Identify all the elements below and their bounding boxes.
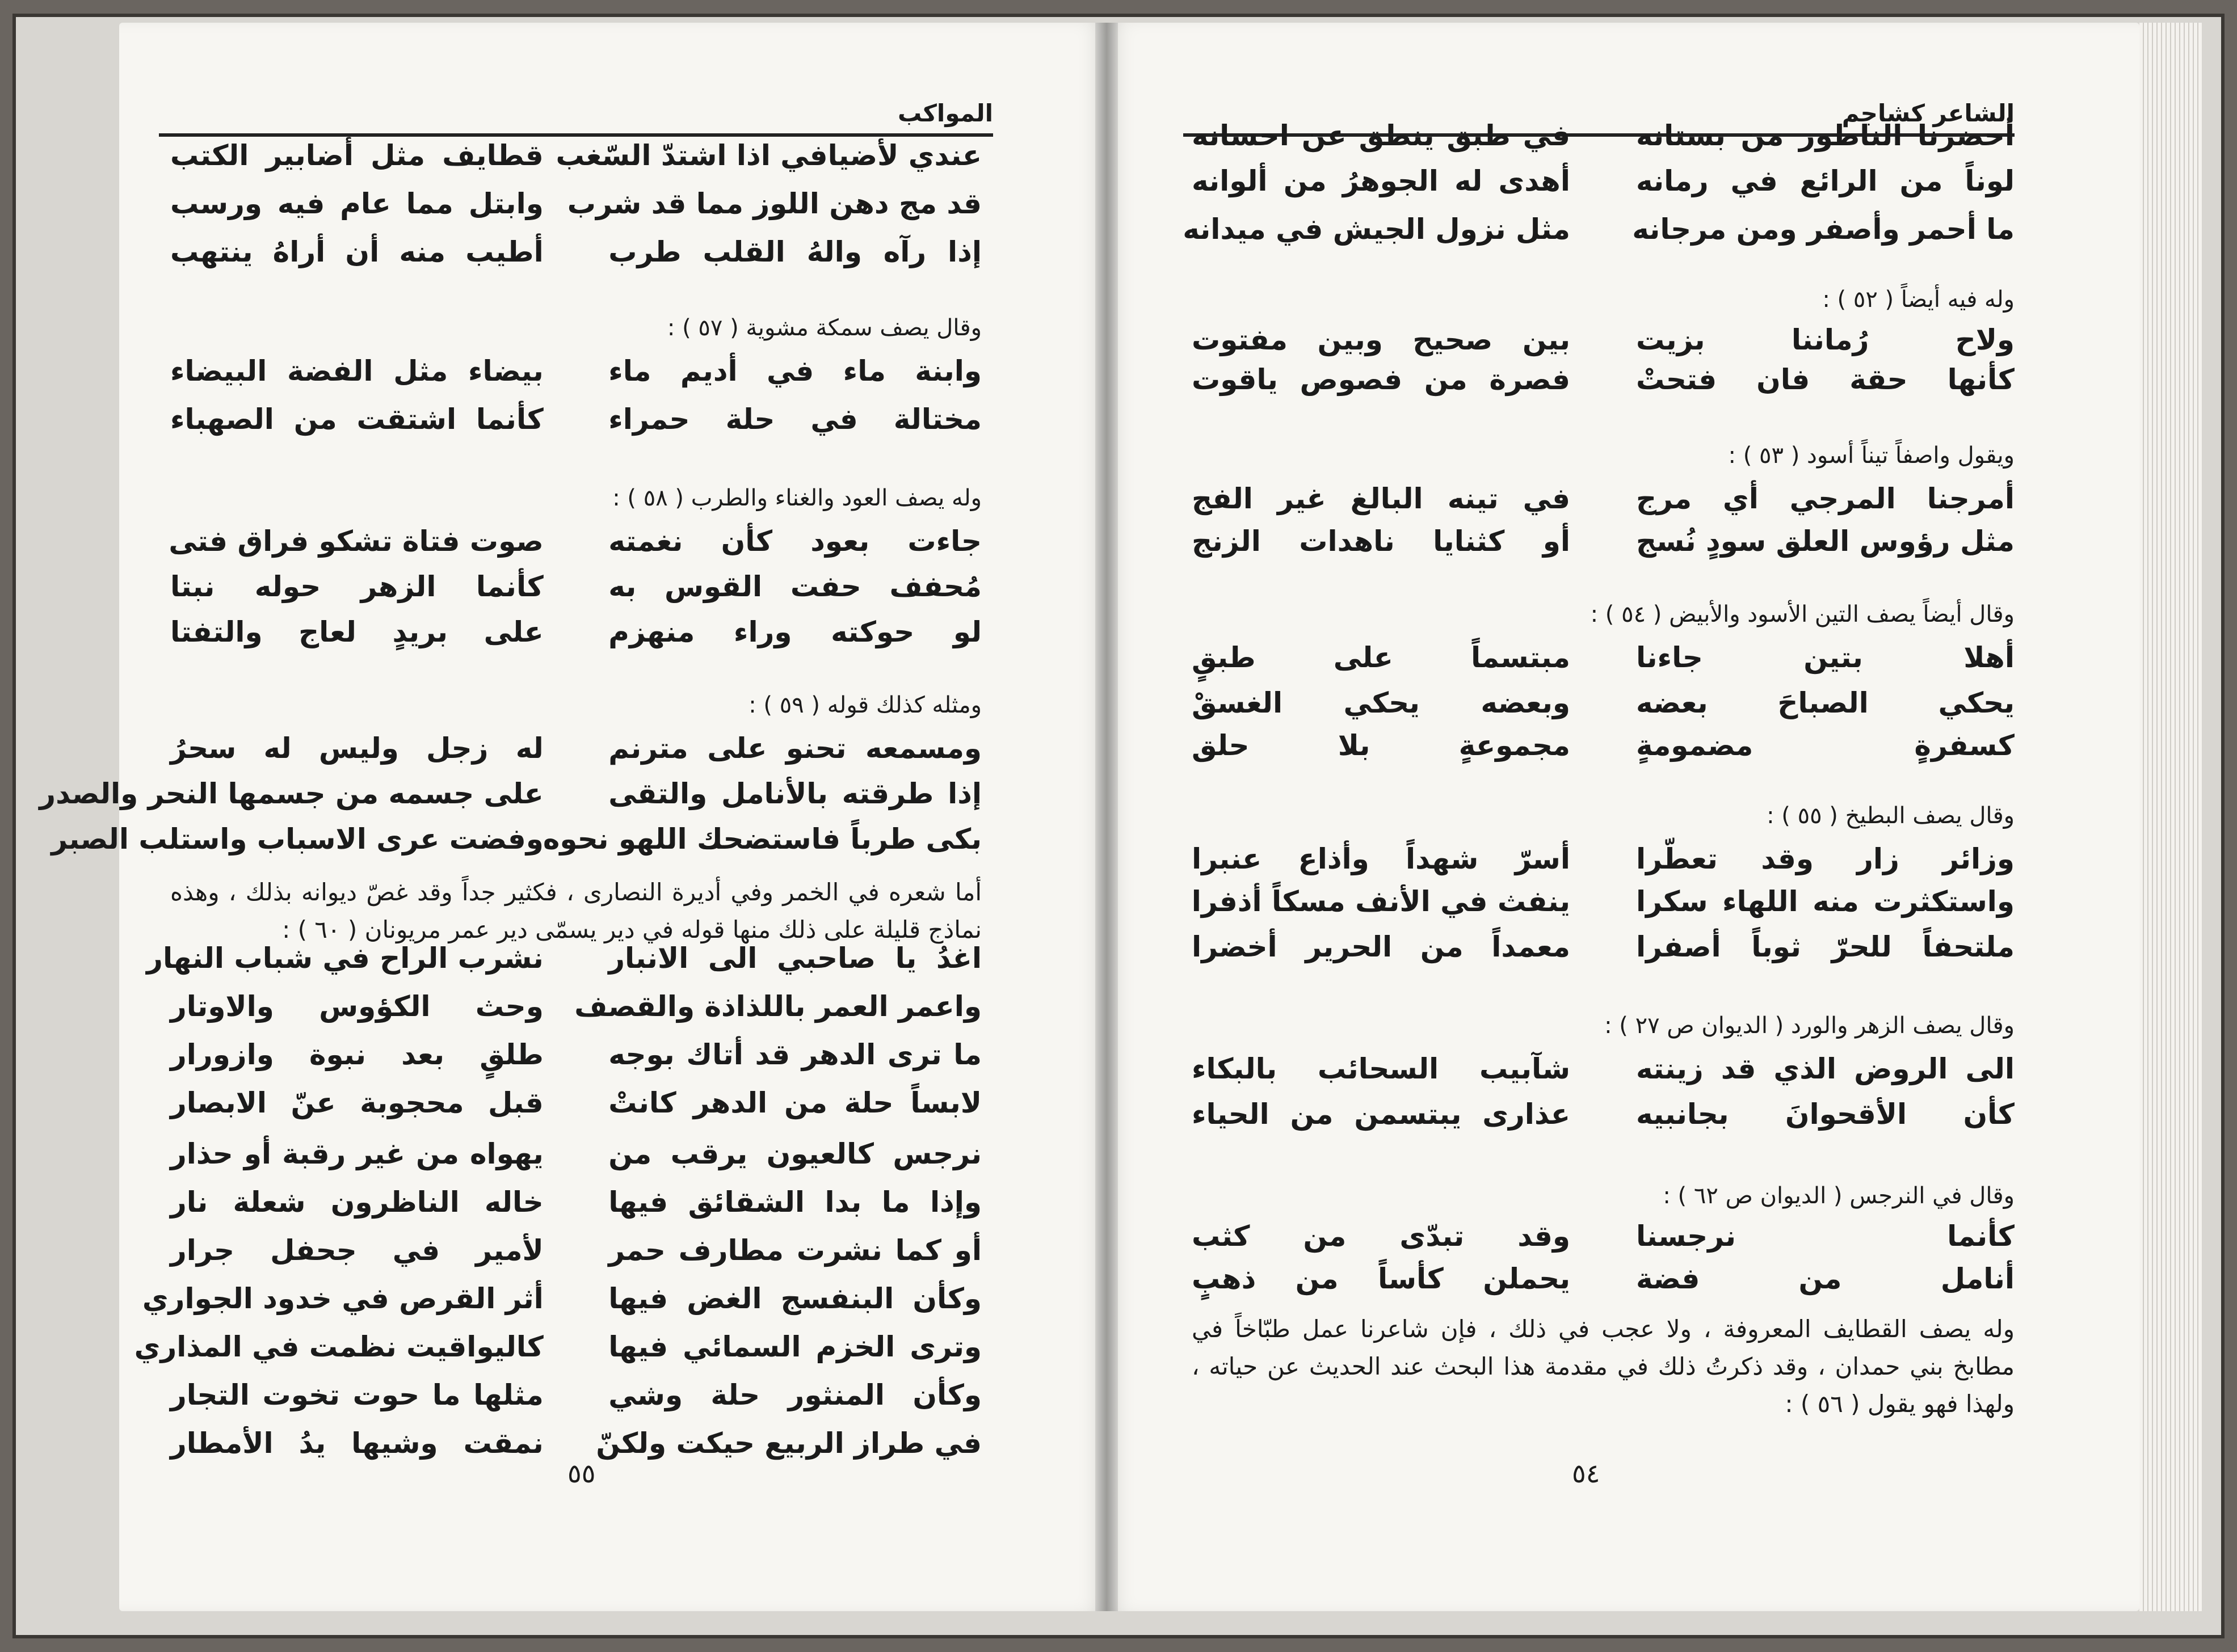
second-hemistich: أسرّ شهداً وأذاع عنبرا [1192,842,1570,875]
second-hemistich: على جسمه من جسمها النحر والصدر [39,777,544,810]
poem-introduction: وقال يصف البطيخ ( ٥٥ ) : [1767,803,2015,829]
first-hemistich: أو كما نشرت مطارف حمر [608,1234,982,1267]
poem-introduction: وله فيه أيضاً ( ٥٢ ) : [1822,286,2015,313]
second-hemistich: كأنما اشتقت من الصهباء [170,403,544,436]
first-hemistich: في طراز الربيع حيكت ولكنّ [596,1427,982,1460]
first-hemistich: مُحفف حفت القوس به [608,570,982,603]
second-hemistich: أطيب منه أن أراهُ ينتهب [170,235,544,268]
verse-line [1192,729,2015,770]
left-page-header [159,99,993,137]
verse-line [170,732,982,773]
first-hemistich: وابنة ماء في أديم ماء [608,355,982,387]
second-hemistich: يهواه من غير رقبة أو حذار [170,1137,544,1170]
verse-line [51,823,982,863]
verse-line [170,355,982,395]
verse-line [170,403,982,444]
verse-line [170,1186,982,1227]
second-hemistich: أثر القرص في خدود الجواري [142,1282,544,1315]
second-hemistich: نشرب الراح في شباب النهار [146,942,544,975]
verse-line [170,1038,982,1079]
second-hemistich: بيضاء مثل الفضة البيضاء [170,355,544,387]
second-hemistich: وفضت عرى الاسباب واستلب الصبر [51,823,544,856]
verse-line [146,942,982,983]
first-hemistich: كسفرةٍ مضمومةٍ [1636,729,2015,762]
first-hemistich: ما ترى الدهر قد أتاك بوجه [608,1038,982,1071]
first-hemistich: ملتحفاً للحرّ ثوباً أصفرا [1636,930,2015,963]
second-hemistich: على بريدٍ لعاج والتفتا [170,616,544,648]
first-hemistich: ما أحمر وأصفر ومن مرجانه [1632,213,2015,246]
verse-line [170,235,982,276]
verse-line [170,187,982,228]
first-hemistich: ولاح رُماننا بزيت [1636,323,2015,356]
first-hemistich: ومسمعه تحنو على مترنم [608,732,982,765]
verse-line [170,1086,982,1127]
first-hemistich: وزائر زار وقد تعطّرا [1636,842,2015,875]
first-hemistich: واعمر العمر باللذاذة والقصف [574,990,982,1023]
verse-line [1192,119,2015,160]
verse-line [134,1330,982,1371]
prose-paragraph: أما شعره في الخمر وفي أديرة النصارى ، فكثير جداً وقد غصّ ديوانه بذلك ، وهذه نماذج قليلة على ذلك منها قوله في دير يسمّى دير عمر مريونان ( ٦٠ ) : [170,878,982,943]
second-hemistich: بين صحيح وبين مفتوت [1192,323,1570,356]
poem-introduction: وقال يصف سمكة مشوية ( ٥٧ ) : [667,315,982,341]
verse-line [170,139,982,180]
first-hemistich: أحضرنا الناطور من بستانه [1636,119,2015,152]
page-edges [2139,23,2202,1611]
first-hemistich: عندي لأضيافي اذا اشتدّ السّغب [556,139,982,172]
second-hemistich: قبل محجوبة عنّ الابصار [170,1086,544,1119]
first-hemistich: مثل رؤوس العلق سودٍ نُسج [1635,525,2015,558]
verse-line [170,570,982,611]
verse-line [170,616,982,656]
poem-introduction: ومثله كذلك قوله ( ٥٩ ) : [749,692,982,718]
second-hemistich: نمقت وشيها يدُ الأمطار [170,1427,544,1460]
verse-line [1192,930,2015,971]
second-hemistich: وحث الكؤوس والاوتار [170,990,544,1023]
verse-line [1192,525,2015,566]
first-hemistich: مختالة في حلة حمراء [608,403,982,436]
verse-line [1183,213,2015,254]
second-hemistich: ينفث في الأنف مسكاً أذفرا [1191,885,1570,918]
first-hemistich: إذا رآه والهُ القلب طرب [608,235,982,268]
first-hemistich: لو حوكته وراء منهزم [608,616,982,648]
first-hemistich: وترى الخزم السمائي فيها [608,1330,982,1363]
first-hemistich: بكى طرباً فاستضحك اللهو نحوه [543,823,982,856]
prose-paragraph: وله يصف القطايف المعروفة ، ولا عجب في ذلك ، فإن شاعرنا عمل طبّاخاً في مطابخ بني حمدان ، وقد ذكرتُ ذلك في مقدمة هذا البحث عند الحديث عن حياته ، ولهذا فهو يقول ( ٥٦ ) : [1192,1315,2015,1418]
second-hemistich: مبتسماً على طبقٍ [1192,641,1570,674]
poem-introduction: وله يصف العود والغناء والطرب ( ٥٨ ) : [612,485,982,511]
first-hemistich: جاءت بعود كأن نغمته [608,525,982,558]
first-hemistich: إذا طرقته بالأنامل والتقى [608,777,982,810]
first-hemistich: كأنما نرجسنا [1636,1220,2015,1253]
first-hemistich: يحكي الصباحَ بعضه [1636,686,2015,719]
verse-line [39,777,982,818]
second-hemistich: مجموعةٍ بلا حلق [1192,729,1570,762]
verse-line [142,1282,982,1323]
right-page-number: ٥٤ [1572,1458,1600,1489]
second-hemistich: صوت فتاة تشكو فراق فتى [169,525,544,558]
first-hemistich: أنامل من فضة [1636,1262,2015,1295]
verse-line [170,1379,982,1419]
verse-line [1192,842,2015,883]
second-hemistich: أو كثنايا ناهدات الزنج [1192,525,1570,558]
second-hemistich: يحملن كأساً من ذهبٍ [1192,1262,1570,1295]
verse-line [1192,686,2015,727]
second-hemistich: له زجل وليس له سحرُ [170,732,544,765]
second-hemistich: عذارى يبتسمن من الحياء [1192,1098,1570,1131]
second-hemistich: وبعضه يحكي الغسقْ [1192,686,1570,719]
second-hemistich: كاليواقيت نظمت في المذاري [134,1330,544,1363]
verse-line [1192,1262,2015,1303]
poem-introduction: وقال أيضاً يصف التين الأسود والأبيض ( ٥٤ ) : [1590,601,2015,627]
verse-line [1192,165,2015,205]
first-hemistich: لوناً من الرائع في رمانه [1636,165,2015,197]
verse-line [1192,1220,2015,1261]
verse-line [1192,1098,2015,1139]
second-hemistich: خاله الناظرون شعلة نار [170,1186,544,1219]
second-hemistich: شآبيب السحائب بالبكاء [1192,1052,1570,1085]
verse-line [1192,885,2015,926]
first-hemistich: وكأن المنثور حلة وشي [608,1379,982,1411]
verse-line [1192,323,2015,364]
verse-line [1192,363,2015,404]
first-hemistich: كأن الأقحوانَ بجانبيه [1636,1098,2015,1131]
verse-line [170,990,982,1031]
verse-line [170,525,982,566]
poem-introduction: وقال يصف الزهر والورد ( الديوان ص ٢٧ ) : [1604,1013,2015,1039]
first-hemistich: قد مج دهن اللوز مما قد شرب [567,187,982,220]
right-running-title: الشاعر كشاجم [1841,99,2015,127]
second-hemistich: في تينه البالغ غير الفج [1192,482,1570,515]
first-hemistich: أمرجنا المرجي أي مرج [1636,482,2015,515]
verse-line [1192,482,2015,523]
verse-line [170,1234,982,1275]
first-hemistich: الى الروض الذي قد زينته [1636,1052,2015,1085]
first-hemistich: وكأن البنفسج الغض فيها [608,1282,982,1315]
first-hemistich: واستكثرت منه اللهاء سكرا [1636,885,2015,918]
second-hemistich: قطايف مثل أضابير الكتب [170,139,544,172]
second-hemistich: وابتل مما عام فيه ورسب [170,187,544,220]
second-hemistich: طلقٍ بعد نبوة وازورار [170,1038,544,1071]
first-hemistich: نرجس كالعيون يرقب من [608,1137,982,1170]
second-hemistich: مثلها ما حوت تخوت التجار [170,1379,544,1411]
second-hemistich: كأنما الزهر حوله نبتا [170,570,544,603]
second-hemistich: معمداً من الحرير أخضرا [1192,930,1570,963]
second-hemistich: مثل نزول الجيش في ميدانه [1183,213,1570,246]
left-running-title: المواكب [898,99,993,127]
verse-line [1192,1052,2015,1093]
poem-introduction: وقال في النرجس ( الديوان ص ٦٢ ) : [1663,1183,2015,1209]
first-hemistich: اغدُ يا صاحبي الى الانبار [608,942,982,975]
second-hemistich: لأمير في جحفل جرار [170,1234,544,1267]
second-hemistich: فصرة من فصوص ياقوت [1192,363,1570,396]
first-hemistich: كأنها حقة فان فتحتْ [1636,363,2015,396]
first-hemistich: وإذا ما بدا الشقائق فيها [608,1186,982,1219]
first-hemistich: لابساً حلة من الدهر كانتْ [608,1086,982,1119]
second-hemistich: أهدى له الجوهرُ من ألوانه [1192,165,1570,197]
first-hemistich: أهلا بتين جاءنا [1636,641,2015,674]
second-hemistich: في طبق ينطق عن احسانه [1192,119,1570,152]
verse-line [170,1137,982,1178]
poem-introduction: ويقول واصفاً تيناً أسود ( ٥٣ ) : [1728,442,2015,469]
verse-line [1192,641,2015,682]
second-hemistich: وقد تبدّى من كثب [1192,1220,1570,1253]
left-page-number: ٥٥ [567,1458,596,1489]
book-spine [1095,23,1118,1611]
